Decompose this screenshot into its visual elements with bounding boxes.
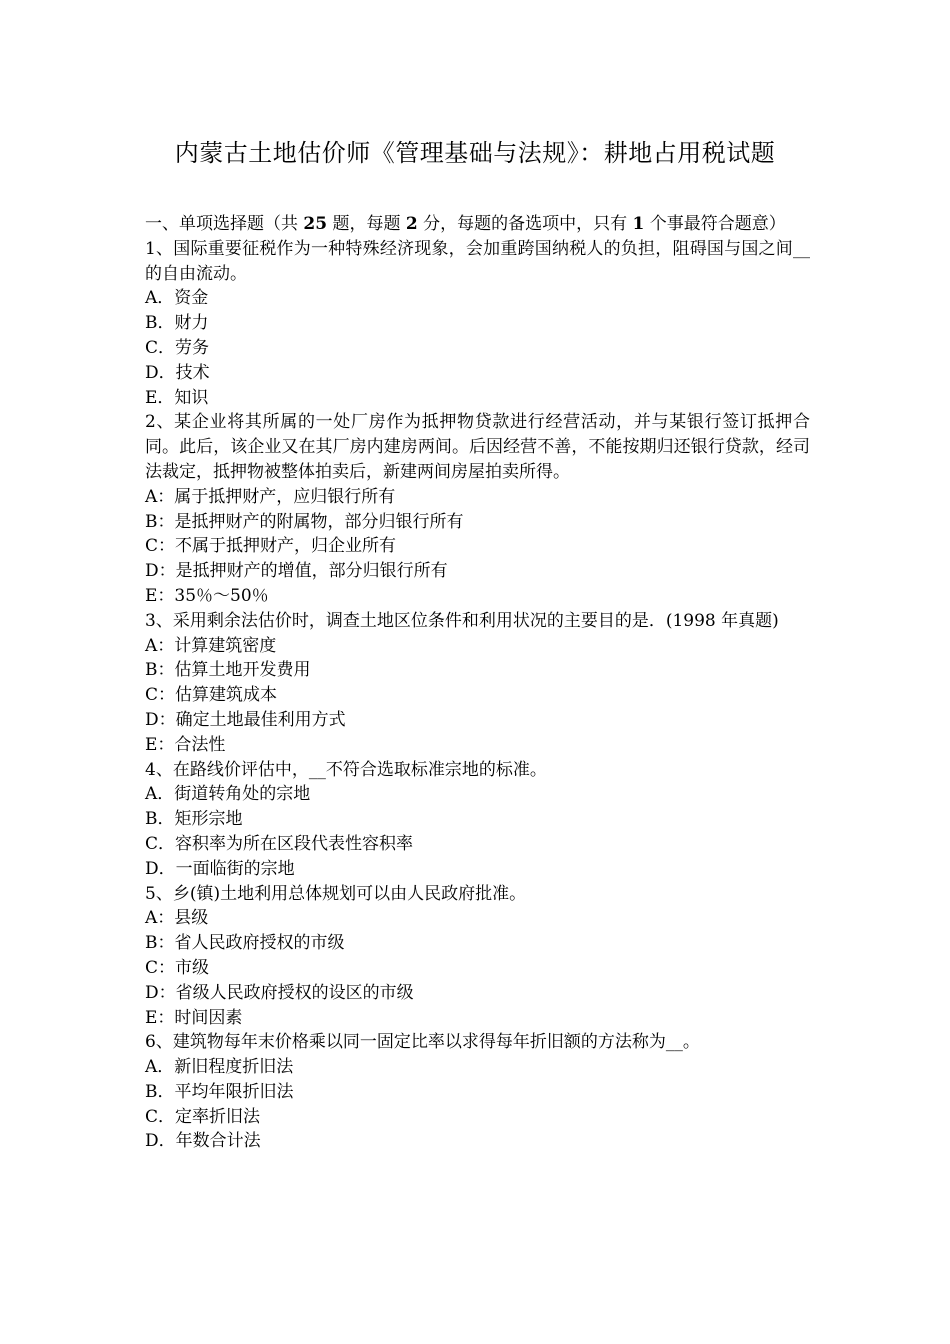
answer-option: B．平均年限折旧法 [145,1081,294,1102]
section-text-1: 一、单项选择题（共 [145,214,304,234]
answer-option: A．街道转角处的宗地 [145,784,311,805]
answer-option: B：是抵押财产的附属物，部分归银行所有 [145,511,464,532]
question-stem: 5、乡(镇)土地利用总体规划可以由人民政府批准。 [145,883,527,904]
answer-option: A：计算建筑密度 [145,635,277,656]
answer-option: E：合法性 [145,734,226,755]
question-score: 2 [405,214,418,234]
answer-option: C：不属于抵押财产，归企业所有 [145,536,397,557]
answer-option: A．资金 [145,288,209,309]
section-heading [145,212,810,237]
answer-option: C．容积率为所在区段代表性容积率 [145,833,414,854]
question-stem: 6、建筑物每年末价格乘以同一固定比率以求得每年折旧额的方法称为__。 [145,1032,700,1053]
answer-option: D．技术 [145,362,210,383]
question-stem: 2、某企业将其所属的一处厂房作为抵押物贷款进行经营活动，并与某银行签订抵押合同。此后，该企业又在其厂房内建房两间。后因经营不善，不能按期归还银行贷款，经司法裁定，抵押物被整体拍卖后，新建两间房屋拍卖所得。 [145,412,810,482]
answer-option: C：估算建筑成本 [145,685,278,706]
document-title: 内蒙古土地估价师《管理基础与法规》：耕地占用税试题 [174,139,776,167]
section-text-2: 题，每题 [327,214,406,234]
answer-option: B．财力 [145,313,209,334]
question-stem: 1、国际重要征税作为一种特殊经济现象，会加重跨国纳税人的负担，阻碍国与国之间__的自由流动。 [145,238,810,284]
answer-option: D：省级人民政府授权的设区的市级 [145,982,414,1003]
answer-option: C：市级 [145,957,210,978]
answer-option: E．知识 [145,387,209,408]
answer-count: 1 [632,214,645,234]
answer-option: B：省人民政府授权的市级 [145,933,345,954]
question-count: 25 [303,214,328,234]
answer-option: E：35％～50％ [145,585,269,606]
answer-option: B．矩形宗地 [145,809,243,830]
answer-option: A：县级 [145,908,209,929]
section-text-4: 个事最符合题意） [644,214,786,234]
answer-option: D．一面临街的宗地 [145,858,295,879]
question-stem: 4、在路线价评估中，__不符合选取标准宗地的标准。 [145,759,547,780]
answer-option: D．年数合计法 [145,1131,261,1152]
answer-option: D：是抵押财产的增值，部分归银行所有 [145,561,448,582]
answer-option: A．新旧程度折旧法 [145,1057,294,1078]
answer-option: B：估算土地开发费用 [145,660,311,681]
answer-option: A：属于抵押财产，应归银行所有 [145,486,396,507]
answer-option: D：确定土地最佳利用方式 [145,709,346,730]
answer-option: E：时间因素 [145,1007,243,1028]
document-body [145,212,810,1154]
question-stem: 3、采用剩余法估价时，调查土地区位条件和利用状况的主要目的是．(1998 年真题) [145,610,779,631]
answer-option: C．定率折旧法 [145,1106,261,1127]
answer-option: C．劳务 [145,337,210,358]
section-text-3: 分，每题的备选项中，只有 [417,214,633,234]
